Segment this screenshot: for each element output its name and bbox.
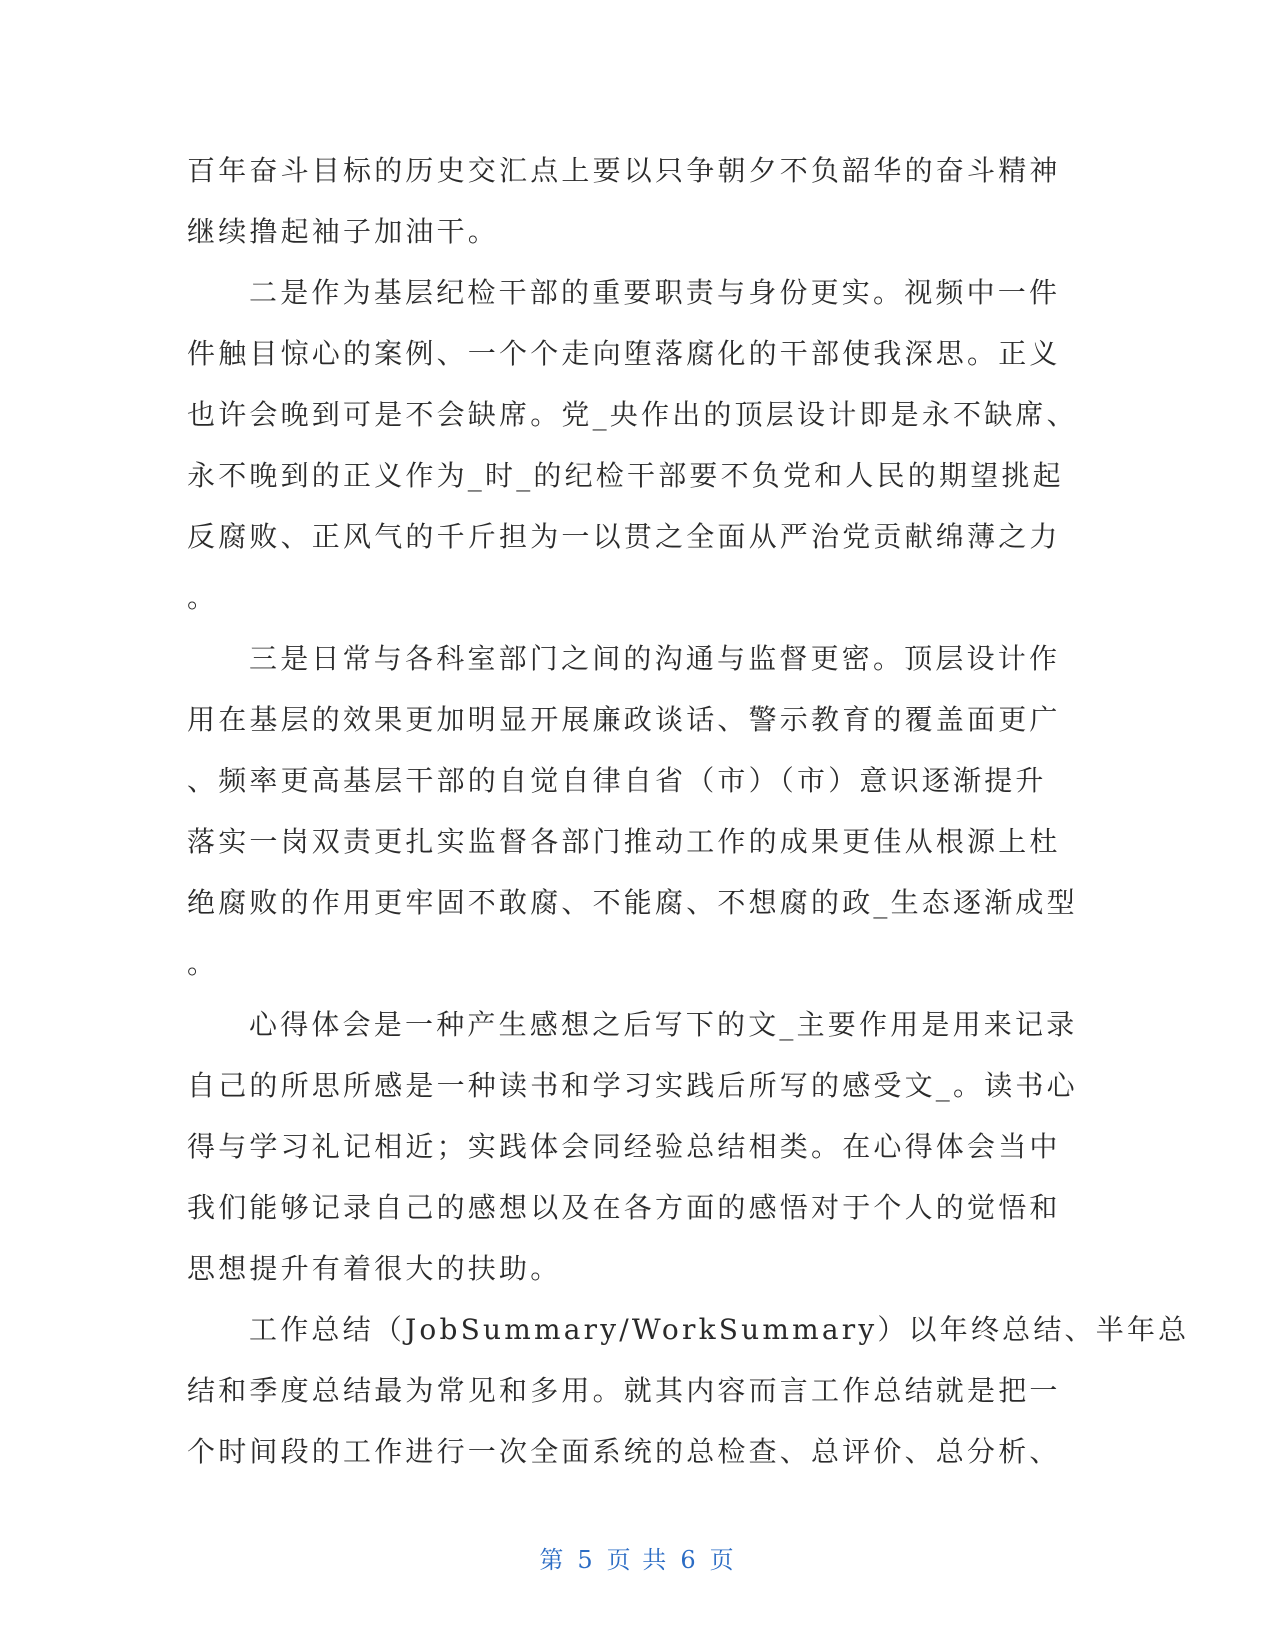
text-line: 继续撸起袖子加油干。 (187, 215, 500, 248)
page-footer (0, 1540, 1275, 1575)
text-line: 也许会晚到可是不会缺席。党_央作出的顶层设计即是永不缺席、 (187, 398, 1078, 431)
text-line: 三是日常与各科室部门之间的沟通与监督更密。顶层设计作 (249, 642, 1061, 675)
text-line: 、频率更高基层干部的自觉自律自省（市）（市）意识逐渐提升 (187, 764, 1047, 797)
text-line: 自己的所思所感是一种读书和学习实践后所写的感受文_。读书心 (187, 1069, 1078, 1102)
text-line: 。 (187, 581, 219, 614)
text-line: 思想提升有着很大的扶助。 (187, 1252, 562, 1285)
text-line: 我们能够记录自己的感想以及在各方面的感悟对于个人的觉悟和 (187, 1191, 1061, 1224)
footer-total-pages: 6 (680, 1546, 698, 1574)
text-line: 结和季度总结最为常见和多用。就其内容而言工作总结就是把一 (187, 1374, 1061, 1407)
text-line: 落实一岗双责更扎实监督各部门推动工作的成果更佳从根源上杜 (187, 825, 1061, 858)
footer-prefix: 第 (539, 1546, 566, 1574)
text-line: 得与学习礼记相近；实践体会同经验总结相类。在心得体会当中 (187, 1130, 1061, 1163)
paragraph-1 (187, 140, 1077, 262)
paragraph-4 (187, 994, 1077, 1299)
text-line: 用在基层的效果更加明显开展廉政谈话、警示教育的覆盖面更广 (187, 703, 1061, 736)
text-line: 永不晚到的正义作为_时_的纪检干部要不负党和人民的期望挑起 (187, 459, 1064, 492)
paragraph-3 (187, 628, 1077, 994)
paragraph-2 (187, 262, 1077, 628)
paragraph-5 (187, 1299, 1190, 1482)
document-body (187, 140, 1190, 1482)
text-line: 百年奋斗目标的历史交汇点上要以只争朝夕不负韶华的奋斗精神 (187, 154, 1061, 187)
text-line: 绝腐败的作用更牢固不敢腐、不能腐、不想腐的政_生态逐渐成型 (187, 886, 1078, 919)
text-line: 反腐败、正风气的千斤担为一以贯之全面从严治党贡献绵薄之力 (187, 520, 1061, 553)
text-line: 二是作为基层纪检干部的重要职责与身份更实。视频中一件 (249, 276, 1061, 309)
text-line: 件触目惊心的案例、一个个走向堕落腐化的干部使我深思。正义 (187, 337, 1061, 370)
text-line: 工作总结（JobSummary/WorkSummary）以年终总结、半年总 (249, 1313, 1190, 1346)
text-line: 个时间段的工作进行一次全面系统的总检查、总评价、总分析、 (187, 1435, 1061, 1468)
text-line: 心得体会是一种产生感想之后写下的文_主要作用是用来记录 (249, 1008, 1078, 1041)
footer-current-page: 5 (577, 1546, 595, 1574)
footer-suffix: 页 (709, 1546, 736, 1574)
footer-middle: 页 共 (606, 1546, 669, 1574)
text-line: 。 (187, 947, 219, 980)
